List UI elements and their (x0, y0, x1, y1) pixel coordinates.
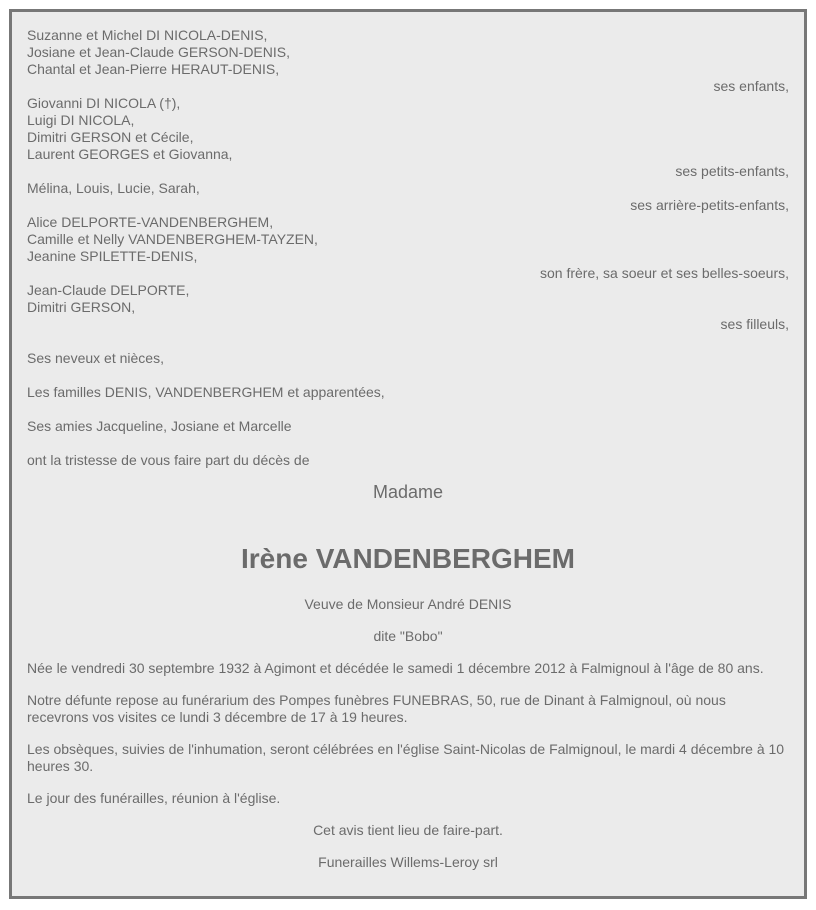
ceremony-paragraph: Les obsèques, suivies de l'inhumation, seront célébrées en l'église Saint-Nicolas de Falmignoul, le mardi 4 décembre à 10 heures 30. (27, 741, 785, 774)
children-line: Suzanne et Michel DI NICOLA-DENIS, (27, 27, 268, 43)
gathering-paragraph: Le jour des funérailles, réunion à l'église. (27, 790, 281, 806)
children-label: ses enfants, (713, 78, 789, 94)
children-line: Chantal et Jean-Pierre HERAUT-DENIS, (27, 61, 280, 77)
obituary-frame (9, 9, 807, 899)
godchildren-line: Jean-Claude DELPORTE, (27, 282, 190, 298)
siblings-line: Jeanine SPILETTE-DENIS, (27, 248, 198, 264)
godchildren-label: ses filleuls, (720, 316, 789, 332)
grandchildren-line: Dimitri GERSON et Cécile, (27, 129, 194, 145)
grandchildren-line: Laurent GEORGES et Giovanna, (27, 146, 233, 162)
announcement-intro: ont la tristesse de vous faire part du décès de (27, 452, 310, 468)
godchildren-line: Dimitri GERSON, (27, 299, 136, 315)
siblings-line: Camille et Nelly VANDENBERGHEM-TAYZEN, (27, 231, 318, 247)
notice-line: Cet avis tient lieu de faire-part. (313, 822, 503, 838)
obituary-content (27, 27, 789, 871)
grandchildren-line: Luigi DI NICOLA, (27, 112, 135, 128)
nephews-line: Ses neveux et nièces, (27, 350, 164, 366)
siblings-line: Alice DELPORTE-VANDENBERGHEM, (27, 214, 274, 230)
families-line: Les familles DENIS, VANDENBERGHEM et apparentées, (27, 384, 385, 400)
deceased-name: Irène VANDENBERGHEM (241, 543, 575, 574)
siblings-label: son frère, sa soeur et ses belles-soeurs, (539, 265, 789, 281)
grandchildren-label: ses petits-enfants, (675, 163, 789, 179)
nickname-line: dite "Bobo" (373, 628, 443, 644)
spouse-line: Veuve de Monsieur André DENIS (304, 596, 512, 612)
children-line: Josiane et Jean-Claude GERSON-DENIS, (27, 44, 290, 60)
birth-death-paragraph: Née le vendredi 30 septembre 1932 à Agimont et décédée le samedi 1 décembre 2012 à Falmignoul à l'âge de 80 ans. (27, 660, 764, 676)
deceased-title: Madame (372, 482, 444, 502)
great-grandchildren-label: ses arrière-petits-enfants, (630, 197, 789, 213)
great-grandchildren-line: Mélina, Louis, Lucie, Sarah, (27, 180, 200, 196)
funeral-director: Funerailles Willems-Leroy srl (318, 854, 498, 870)
grandchildren-line: Giovanni DI NICOLA (†), (27, 95, 181, 111)
funeral-home-paragraph: Notre défunte repose au funérarium des Pompes funèbres FUNEBRAS, 50, rue de Dinant à Falmignoul, où nous recevrons vos visites ce lundi 3 décembre de 17 à 19 heures. (27, 692, 726, 725)
friends-line: Ses amies Jacqueline, Josiane et Marcelle (27, 418, 292, 434)
